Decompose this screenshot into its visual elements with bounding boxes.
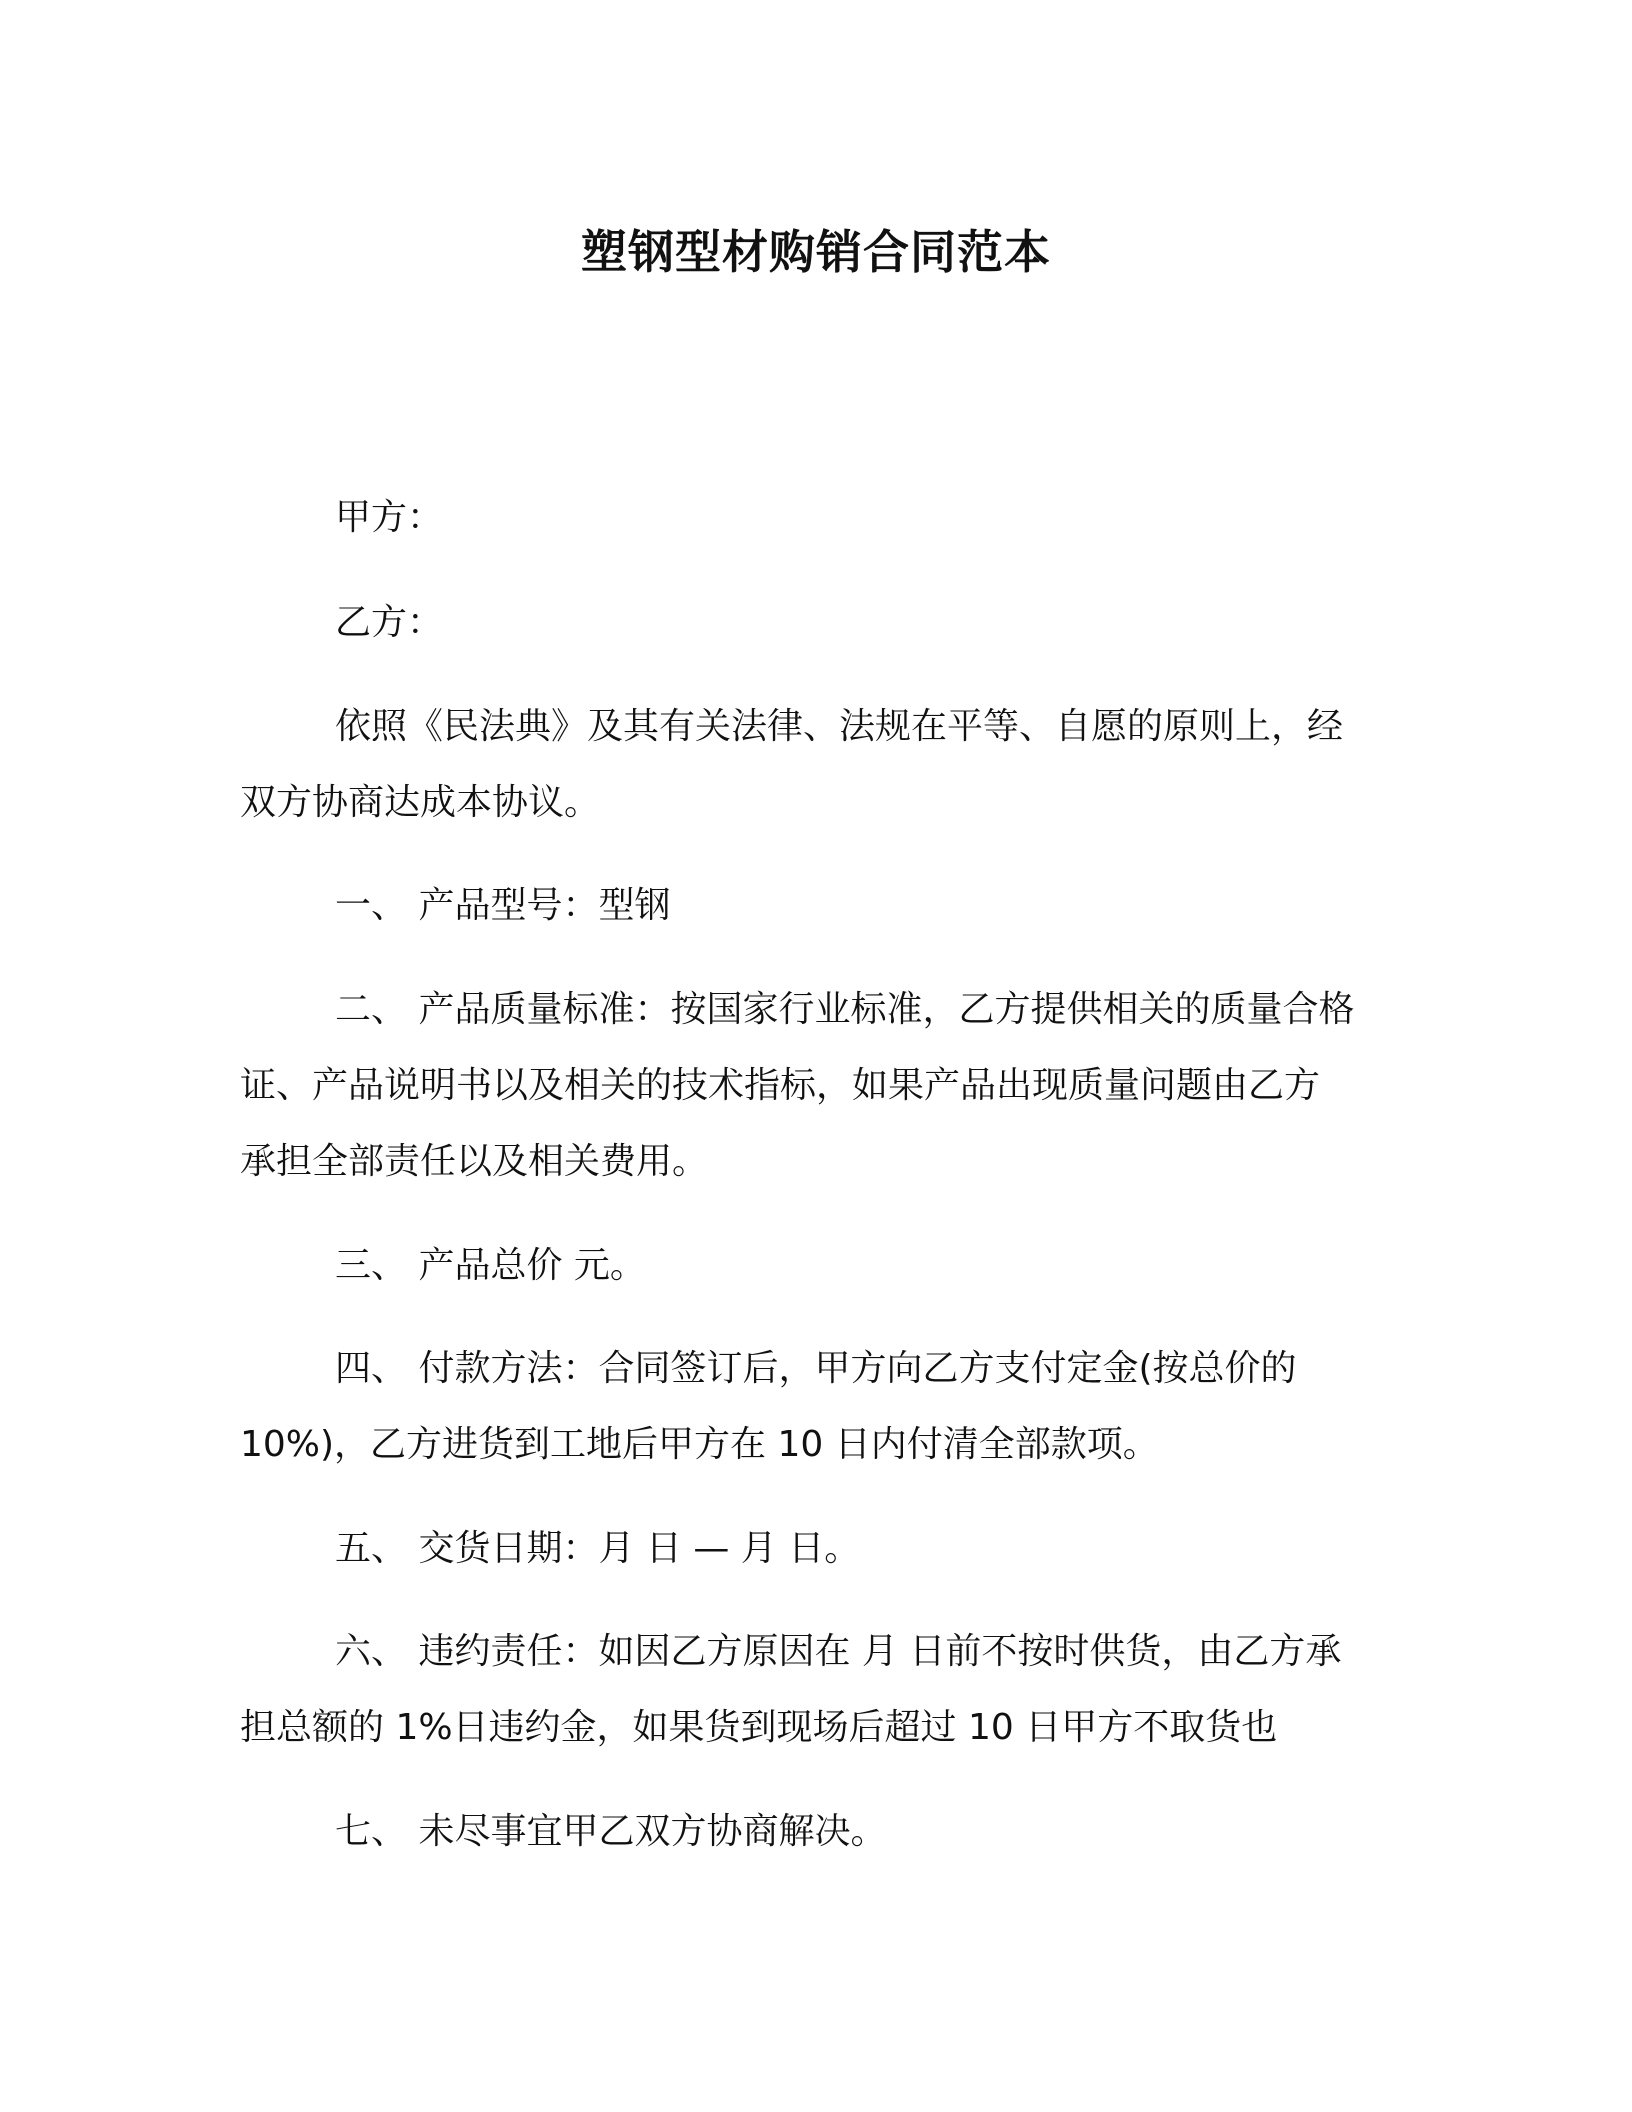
clause-7-line-1: 七、 未尽事宜甲乙双方协商解决。 [335, 1811, 887, 1852]
preamble-line-1: 依照《民法典》及其有关法律、法规在平等、自愿的原则上，经 [335, 706, 1344, 747]
clause-2-line-3: 承担全部责任以及相关费用。 [240, 1141, 709, 1182]
clause-4-line-1: 四、 付款方法：合同签订后，甲方向乙方支付定金(按总价的 [335, 1348, 1297, 1389]
party-b-label: 乙方： [335, 602, 444, 643]
clause-1-line-1: 一、 产品型号：型钢 [335, 885, 671, 926]
clause-6-line-1: 六、 违约责任：如因乙方原因在 月 日前不按时供货，由乙方承 [335, 1631, 1342, 1672]
clause-3-line-1: 三、 产品总价 元。 [335, 1245, 646, 1286]
party-a-label: 甲方： [335, 497, 444, 538]
clause-6-line-2: 担总额的 1%日违约金，如果货到现场后超过 10 日甲方不取货也 [240, 1707, 1278, 1748]
clause-2-line-2: 证、产品说明书以及相关的技术指标，如果产品出现质量问题由乙方 [240, 1065, 1321, 1106]
preamble-line-2: 双方协商达成本协议。 [240, 782, 601, 823]
clause-4-line-2: 10%)，乙方进货到工地后甲方在 10 日内付清全部款项。 [240, 1424, 1159, 1465]
clause-5-line-1: 五、 交货日期：月 日 — 月 日。 [335, 1528, 861, 1569]
document-title: 塑钢型材购销合同范本 [581, 225, 1051, 279]
clause-2-line-1: 二、 产品质量标准：按国家行业标准，乙方提供相关的质量合格 [335, 989, 1355, 1030]
